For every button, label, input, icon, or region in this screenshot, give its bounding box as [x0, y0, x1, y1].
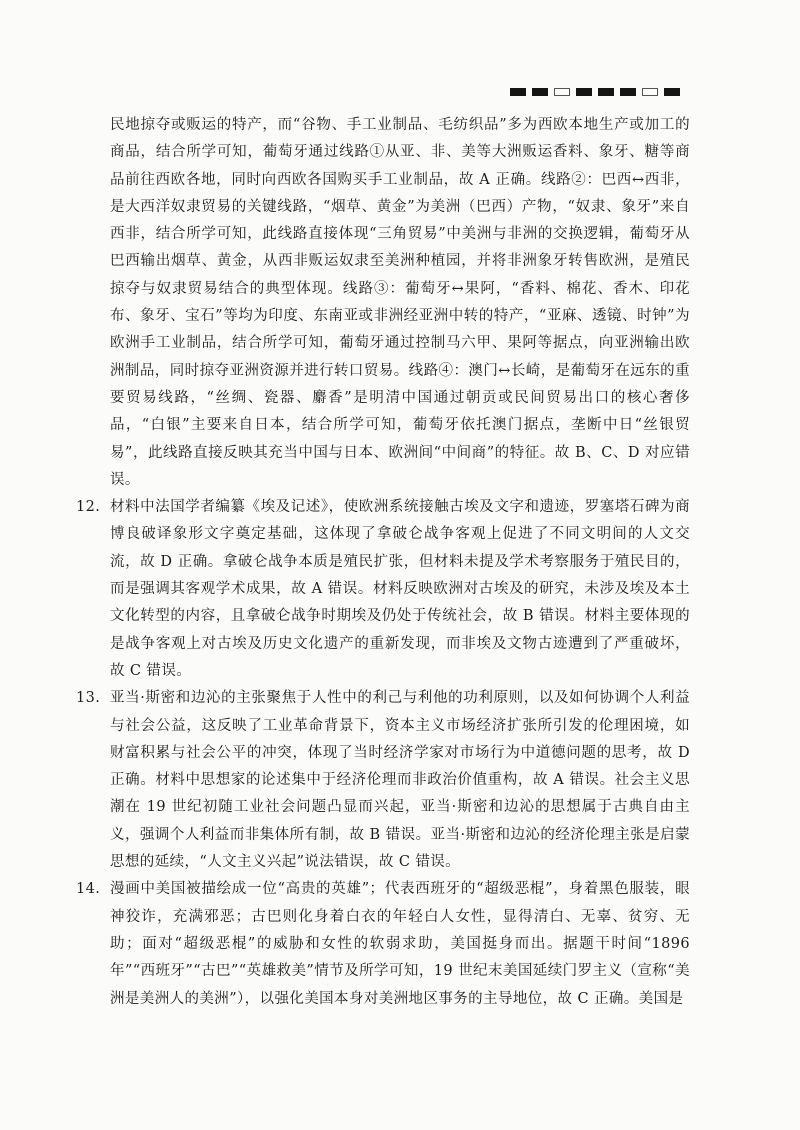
question-item: [76, 494, 690, 685]
header-mark-filled: [510, 88, 526, 96]
question-number: 14.: [76, 881, 101, 898]
question-item: [76, 876, 690, 1012]
question-explanation: 漫画中美国被描绘成一位“高贵的英雄”；代表西班牙的“超级恶棍”，身着黑色服装，眼神狡诈，充满邪恶；古巴则化身着白衣的年轻白人女性，显得清白、无辜、贫穷、无助；面对“超级恶棍”的威胁和女性的软弱求助，美国挺身而出。据题干时间“1896 年”“西班牙”“古巴”“英雄救美”情节及所学可知，19 世纪末美国延续门罗主义（宣称“美洲是美洲人的美洲”），以强化美国本身对美洲地区事务的主导地位，故 C 正确。美国是: [110, 881, 690, 1007]
header-mark-filled: [532, 88, 548, 96]
answer-content: [76, 112, 690, 1013]
header-mark-filled: [598, 88, 614, 96]
header-mark-filled: [664, 88, 680, 96]
header-marks: [510, 88, 680, 96]
question-number: 12.: [76, 499, 101, 516]
question-item: [76, 685, 690, 876]
header-mark-filled: [620, 88, 636, 96]
continuation-paragraph: 民地掠夺或贩运的特产，而“谷物、手工业制品、毛纺织品”多为西欧本地生产或加工的商品，结合所学可知，葡萄牙通过线路①从亚、非、美等大洲贩运香料、象牙、糖等商品前往西欧各地，同时向西欧各国购买手工业制品，故 A 正确。线路②：巴西↔西非，是大西洋奴隶贸易的关键线路，“烟草、黄金”为美洲（巴西）产物，“奴隶、象牙”来自西非，结合所学可知，此线路直接体现“三角贸易”中美洲与非洲的交换逻辑，葡萄牙从巴西输出烟草、黄金，从西非贩运奴隶至美洲种植园，并将非洲象牙转售欧洲，是殖民掠夺与奴隶贸易结合的典型体现。线路③：葡萄牙↔果阿，“香料、棉花、香木、印花布、象牙、宝石”等均为印度、东南亚或非洲经亚洲中转的特产，“亚麻、透镜、时钟”为欧洲手工业制品，结合所学可知，葡萄牙通过控制马六甲、果阿等据点，向亚洲输出欧洲制品，同时掠夺亚洲资源并进行转口贸易。线路④：澳门↔长崎，是葡萄牙在远东的重要贸易线路，“丝绸、瓷器、麝香”是明清中国通过朝贡或民间贸易出口的核心奢侈品，“白银”主要来自日本，结合所学可知，葡萄牙依托澳门据点，垄断中日“丝银贸易”，此线路直接反映其充当中国与日本、欧洲间“中间商”的特征。故 B、C、D 对应错误。: [110, 117, 690, 488]
header-mark-empty: [642, 88, 658, 96]
question-explanation: 亚当·斯密和边沁的主张聚焦于人性中的利己与利他的功利原则，以及如何协调个人利益与社会公益，这反映了工业革命背景下，资本主义市场经济扩张所引发的伦理困境，如财富积累与社会公平的冲突，体现了当时经济学家对市场行为中道德问题的思考，故 D 正确。材料中思想家的论述集中于经济伦理而非政治价值重构，故 A 错误。社会主义思潮在 19 世纪初随工业社会问题凸显而兴起，亚当·斯密和边沁的思想属于古典自由主义，强调个人利益而非集体所有制，故 B 错误。亚当·斯密和边沁的经济伦理主张是启蒙思想的延续，“人文主义兴起”说法错误，故 C 错误。: [110, 690, 690, 871]
question-explanation: 材料中法国学者编纂《埃及记述》，使欧洲系统接触古埃及文字和遗迹，罗塞塔石碑为商博良破译象形文字奠定基础，这体现了拿破仑战争客观上促进了不同文明间的人文交流，故 D 正确。拿破仑战争本质是殖民扩张，但材料未提及学术考察服务于殖民目的，而是强调其客观学术成果，故 A 错误。材料反映欧洲对古埃及的研究，未涉及埃及本土文化转型的内容，且拿破仑战争时期埃及仍处于传统社会，故 B 错误。材料主要体现的是战争客观上对古埃及历史文化遗产的重新发现，而非埃及文物古迹遭到了严重破坏，故 C 错误。: [110, 499, 690, 679]
header-mark-filled: [576, 88, 592, 96]
question-number: 13.: [76, 690, 101, 707]
header-mark-empty: [554, 88, 570, 96]
